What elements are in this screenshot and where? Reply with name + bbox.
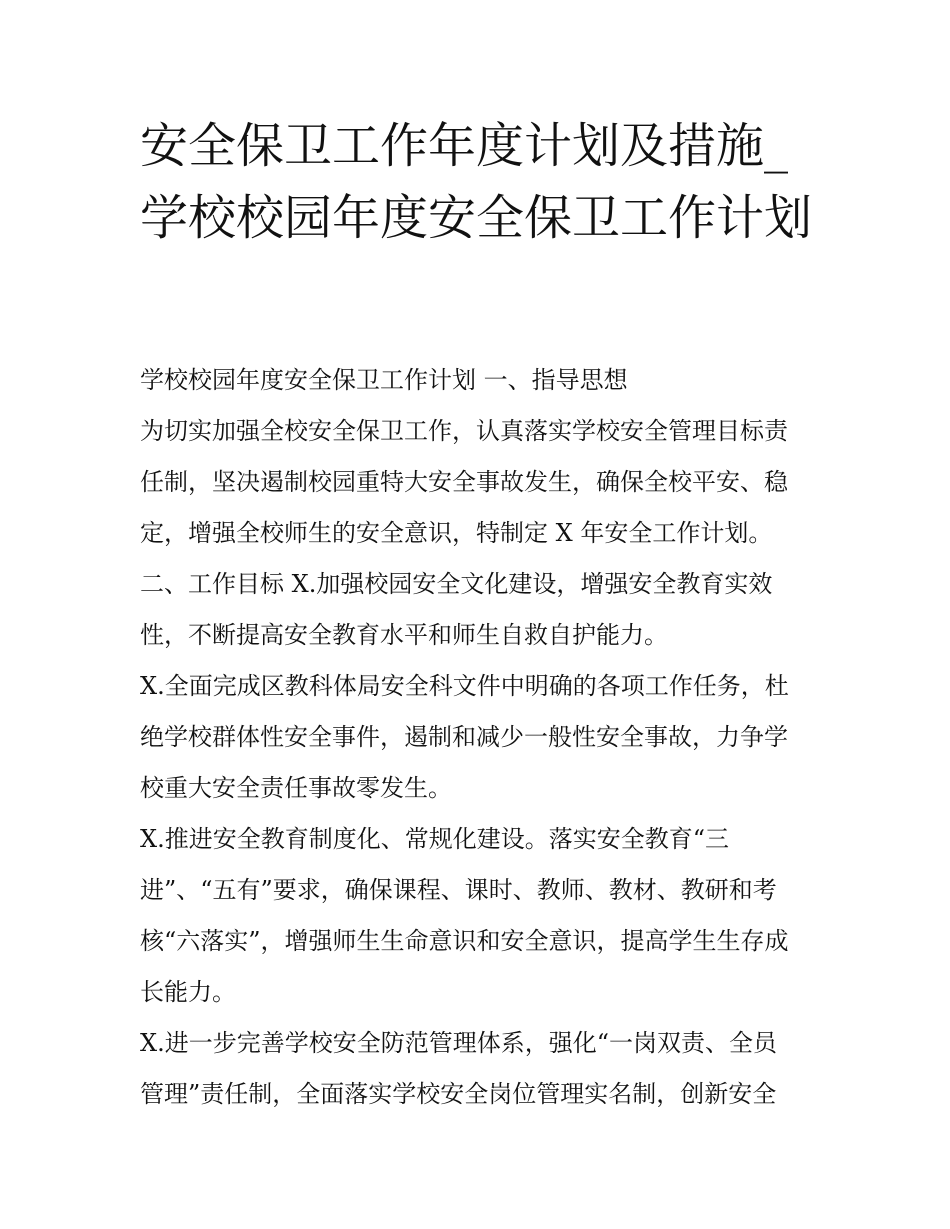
body-line: X.进一步完善学校安全防范管理体系，强化“一岗双责、全员 [140,1029,777,1057]
body-line: 进”、“五有”要求，确保课程、课时、教师、教材、教研和考 [140,876,777,904]
body-line: 学校校园年度安全保卫工作计划 一、指导思想 [140,366,628,394]
body-line: 定，增强全校师生的安全意识，特制定 X 年安全工作计划。 [140,519,773,547]
body-line: 校重大安全责任事故零发生。 [140,774,452,802]
body-line: 二、工作目标 X.加强校园安全文化建设，增强安全教育实效 [140,570,773,598]
body-line: 长能力。 [140,978,236,1006]
body-line: X.全面完成区教科体局安全科文件中明确的各项工作任务，杜 [140,672,789,700]
body-line: X.推进安全教育制度化、常规化建设。落实安全教育“三 [140,825,729,853]
document-title: 安全保卫工作年度计划及措施_学校校园年度安全保卫工作计划 [140,118,813,246]
body-line: 核“六落实”，增强师生生命意识和安全意识，提高学生生存成 [140,927,789,955]
body-line: 绝学校群体性安全事件，遏制和减少一般性安全事故，力争学 [140,723,788,751]
body-line: 性，不断提高安全教育水平和师生自救自护能力。 [140,621,668,649]
body-line: 管理”责任制，全面落实学校安全岗位管理实名制，创新安全 [140,1080,777,1108]
body-line: 任制，坚决遏制校园重特大安全事故发生，确保全校平安、稳 [140,468,788,496]
body-line: 为切实加强全校安全保卫工作，认真落实学校安全管理目标责 [140,417,788,445]
document-body [140,355,830,1120]
